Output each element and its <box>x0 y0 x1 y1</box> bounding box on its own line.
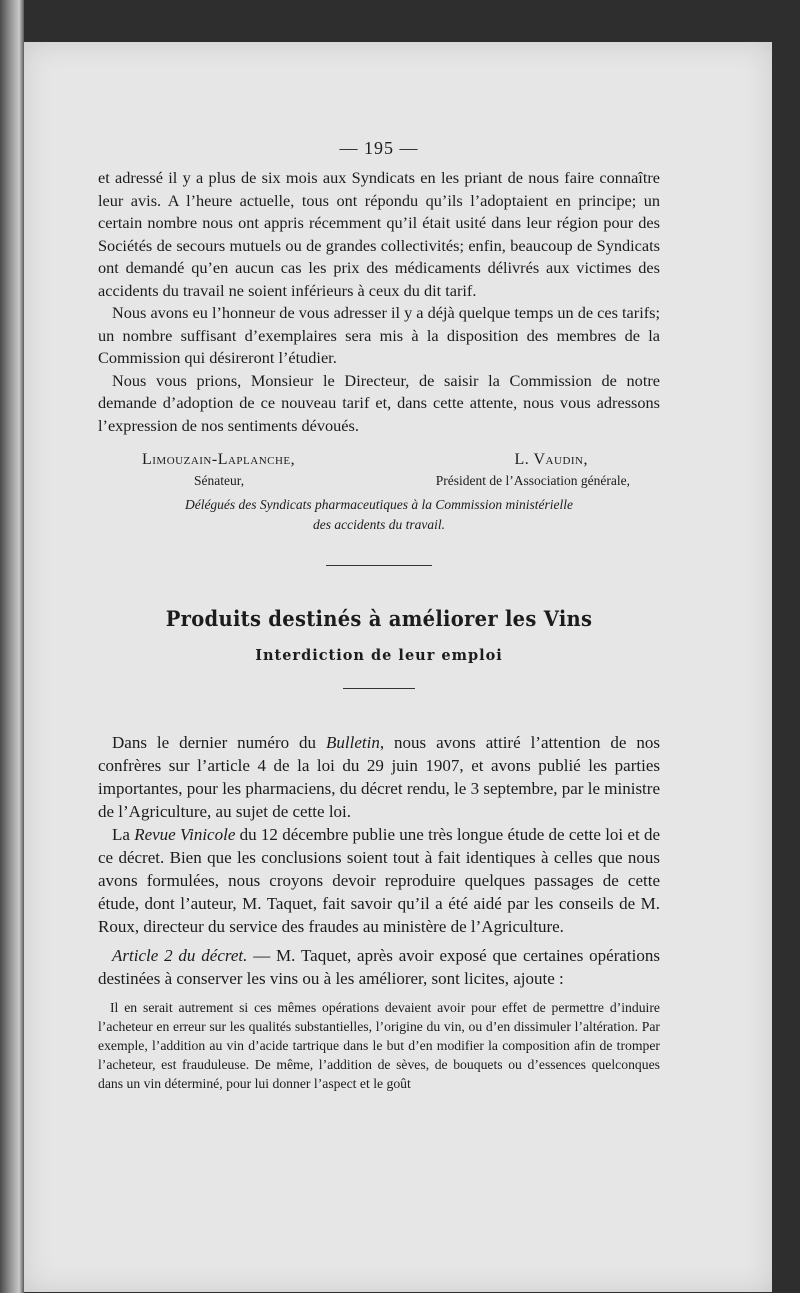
section-body <box>98 731 660 1093</box>
p1-text-b: , nous avons attiré l’attention de nos confrères sur l’article 4 de la loi du 29 juin 1907, et avons publié les parties importantes, pour les pharmaciens, du décret rendu, le 3 septembre, par le ministre de l’Agriculture, au sujet de cette loi. <box>98 733 660 821</box>
signatory-right-title: Président de l’Association générale, <box>435 473 630 488</box>
p2-text-a: La <box>112 825 135 844</box>
section-subtitle: Interdiction de leur emploi <box>255 647 503 664</box>
page-number: — 195 — <box>339 138 419 158</box>
signature-names <box>98 451 660 469</box>
delegates-line-2: des accidents du travail. <box>313 517 445 532</box>
section-divider <box>326 565 432 566</box>
book-spine-edge <box>0 0 24 1293</box>
delegates-line-1: Délégués des Syndicats pharmaceutiques à la Commission ministérielle <box>184 497 574 512</box>
quoted-passage: Il en serait autrement si ces mêmes opérations devaient avoir pour effet de permettre d’induire l’acheteur en erreur sur les qualités substantielles, l’origine du vin, ou d’en dissimuler l’altération. Par exemple, l’addition au vin d’acide tartrique dans le but d’en modifier la composition afin de tromper l’acheteur, est frauduleuse. De même, l’addition de sèves, de bouquets ou d’essences quelconques dans un vin déterminé, pour lui donner l’aspect et le goût <box>98 1000 660 1091</box>
revue-title: Revue Vinicole <box>134 825 236 844</box>
signatory-left-name: Limouzain-Laplanche, <box>142 451 296 468</box>
section-paragraph-2 <box>98 823 660 938</box>
section-title: Produits destinés à améliorer les Vins <box>165 606 593 631</box>
section-paragraph-3 <box>98 944 660 990</box>
p2-text-b: du 12 décembre publie une très longue étude de cette loi et de ce décret. Bien que les conclusions soient tout à fait identiques à celles que nous avons formulées, nous croyons devoir reproduire quelques passages de cette étude, dont l’auteur, M. Taquet, fait savoir qu’il a été aidé par les conseils de M. Roux, directeur du service des fraudes au ministère de l’Agriculture. <box>98 825 661 936</box>
bulletin-title: Bulletin <box>326 733 380 752</box>
p3-text-b: — M. Taquet, après avoir exposé que certaines opérations destinées à conserver les vins ou à les améliorer, sont licites, ajoute : <box>98 946 660 988</box>
article-ref: Article 2 du décret. <box>112 946 248 965</box>
page-content <box>98 138 660 1093</box>
signatory-left-title: Sénateur, <box>194 473 245 488</box>
signatory-right-name: L. Vaudin, <box>514 451 588 468</box>
section-paragraph-1 <box>98 731 660 823</box>
subtitle-divider <box>343 688 415 689</box>
document-page <box>24 42 772 1292</box>
delegates-caption <box>98 495 660 535</box>
letter-paragraph-1: et adressé il y a plus de six mois aux Syndicats en les priant de nous faire connaître leur avis. A l’heure actuelle, tous ont répondu qu’ils l’adoptaient en principe; un certain nombre nous ont appris récemment qu’il était usité dans leur région pour des Sociétés de secours mutuels ou de grandes collectivités; enfin, beaucoup de Syndicats ont demandé qu’en aucun cas les prix des médicaments délivrés aux victimes des accidents du travail ne soient inférieurs à ceux du dit tarif. <box>98 168 660 300</box>
p1-text-a: Dans le dernier numéro du <box>112 733 327 752</box>
signature-titles <box>98 473 660 489</box>
letter-paragraph-3: Nous vous prions, Monsieur le Directeur, de saisir la Commission de notre demande d’adoption de ce nouveau tarif et, dans cette attente, nous vous adressons l’expression de nos sentiments dévoués. <box>98 370 660 435</box>
letter-paragraph-2: Nous avons eu l’honneur de vous adresser il y a déjà quelque temps un de ces tarifs; un nombre suffisant d’exemplaires sera mis à la disposition des membres de la Commission qui désireront l’étudier. <box>98 303 660 367</box>
